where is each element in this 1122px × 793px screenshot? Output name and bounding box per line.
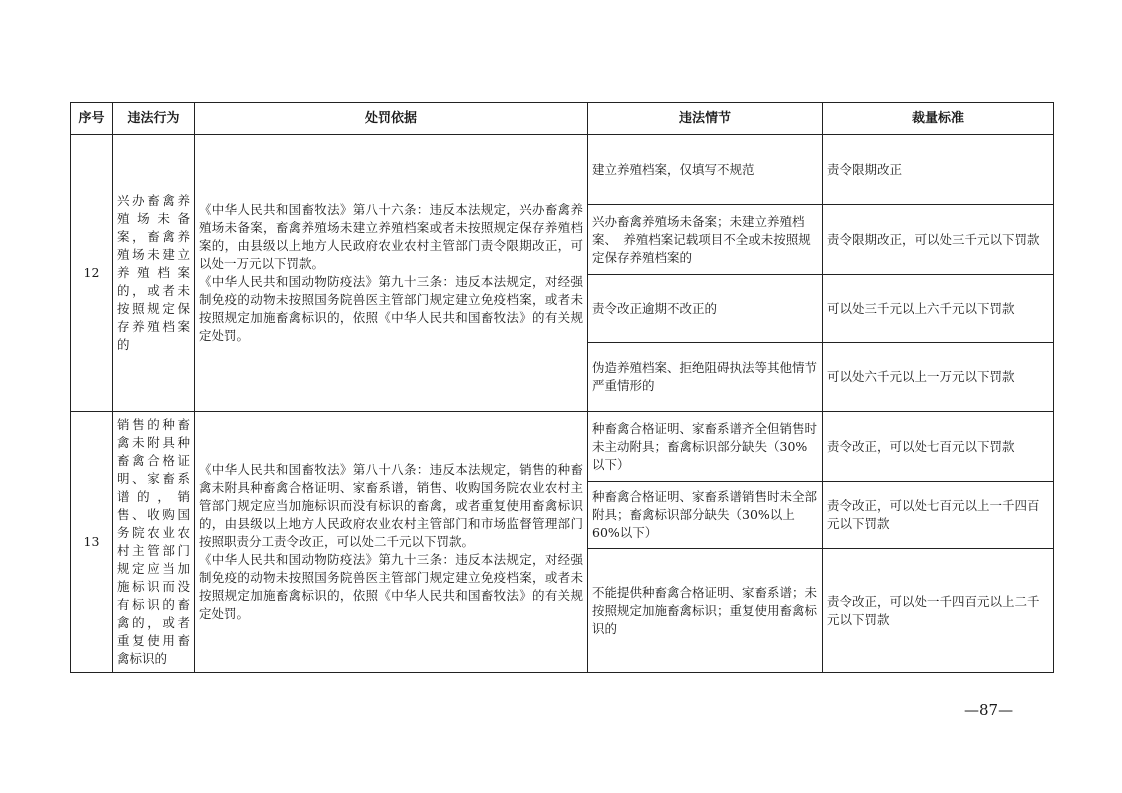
standard-cell: 责令改正，可以处一千四百元以上二千元以下罚款 [823,549,1054,673]
table-row [71,135,1054,205]
header-no: 序号 [71,103,113,135]
circumstance-cell: 责令改正逾期不改正的 [588,275,823,343]
penalty-basis [195,135,588,412]
penalty-table [70,102,1054,673]
basis-paragraph: 《中华人民共和国畜牧法》第八十六条：违反本法规定，兴办畜禽养殖场未备案，畜禽养殖场未建立养殖档案或者未按照规定保存养殖档案的，由县级以上地方人民政府农业农村主管部门责令限期改正，可以处一万元以下罚款。 [199,202,583,271]
standard-cell: 责令改正，可以处七百元以下罚款 [823,412,1054,482]
violation-text: 销售的种畜禽未附具种畜禽合格证明、家畜系谱的，销售、收购国务院农业农村主管部门规定应当加施标识而没有标识的畜禽的，或者重复使用畜禽标识的 [113,412,195,673]
violation-text: 兴办畜禽养殖场未备案，畜禽养殖场未建立养殖档案的，或者未按照规定保存养殖档案的 [113,135,195,412]
circumstance-cell: 种畜禽合格证明、家畜系谱齐全但销售时未主动附具；畜禽标识部分缺失（30%以下） [588,412,823,482]
row-number: 12 [71,135,113,412]
standard-cell: 可以处六千元以上一万元以下罚款 [823,343,1054,412]
table-row [71,412,1054,482]
circumstance-cell: 建立养殖档案，仅填写不规范 [588,135,823,205]
circumstance-cell: 兴办畜禽养殖场未备案；未建立养殖档案、 养殖档案记载项目不全或未按照规定保存养殖档案的 [588,205,823,275]
circumstance-cell: 不能提供种畜禽合格证明、家畜系谱；未按照规定加施畜禽标识；重复使用畜禽标识的 [588,549,823,673]
basis-paragraph: 《中华人民共和国动物防疫法》第九十三条：违反本法规定，对经强制免疫的动物未按照国务院兽医主管部门规定建立免疫档案，或者未按照规定加施畜禽标识的，依照《中华人民共和国畜牧法》的有关规定处罚。 [199,274,583,343]
header-standard: 裁量标准 [823,103,1054,135]
circumstance-cell: 伪造养殖档案、拒绝阻碍执法等其他情节严重情形的 [588,343,823,412]
circumstance-cell: 种畜禽合格证明、家畜系谱销售时未全部附具；畜禽标识部分缺失（30%以上 60%以下） [588,482,823,549]
penalty-basis [195,412,588,673]
basis-paragraph: 《中华人民共和国动物防疫法》第九十三条：违反本法规定，对经强制免疫的动物未按照国务院兽医主管部门规定建立免疫档案，或者未按照规定加施畜禽标识的，依照《中华人民共和国畜牧法》的有关规定处罚。 [199,552,583,621]
basis-paragraph: 《中华人民共和国畜牧法》第八十八条：违反本法规定，销售的种畜禽未附具种畜禽合格证明、家畜系谱，销售、收购国务院农业农村主管部门规定应当加施标识而没有标识的畜禽，或者重复使用畜禽标识的，由县级以上地方人民政府农业农村主管部门和市场监督管理部门按照职责分工责令改正，可以处二千元以下罚款。 [199,462,583,549]
header-violation: 违法行为 [113,103,195,135]
standard-cell: 可以处三千元以上六千元以下罚款 [823,275,1054,343]
standard-cell: 责令改正，可以处七百元以上一千四百元以下罚款 [823,482,1054,549]
page-number: —87— [964,701,1014,719]
header-circumstance: 违法情节 [588,103,823,135]
row-number: 13 [71,412,113,673]
standard-cell: 责令限期改正，可以处三千元以下罚款 [823,205,1054,275]
table-header-row [71,103,1054,135]
standard-cell: 责令限期改正 [823,135,1054,205]
header-penalty-basis: 处罚依据 [195,103,588,135]
